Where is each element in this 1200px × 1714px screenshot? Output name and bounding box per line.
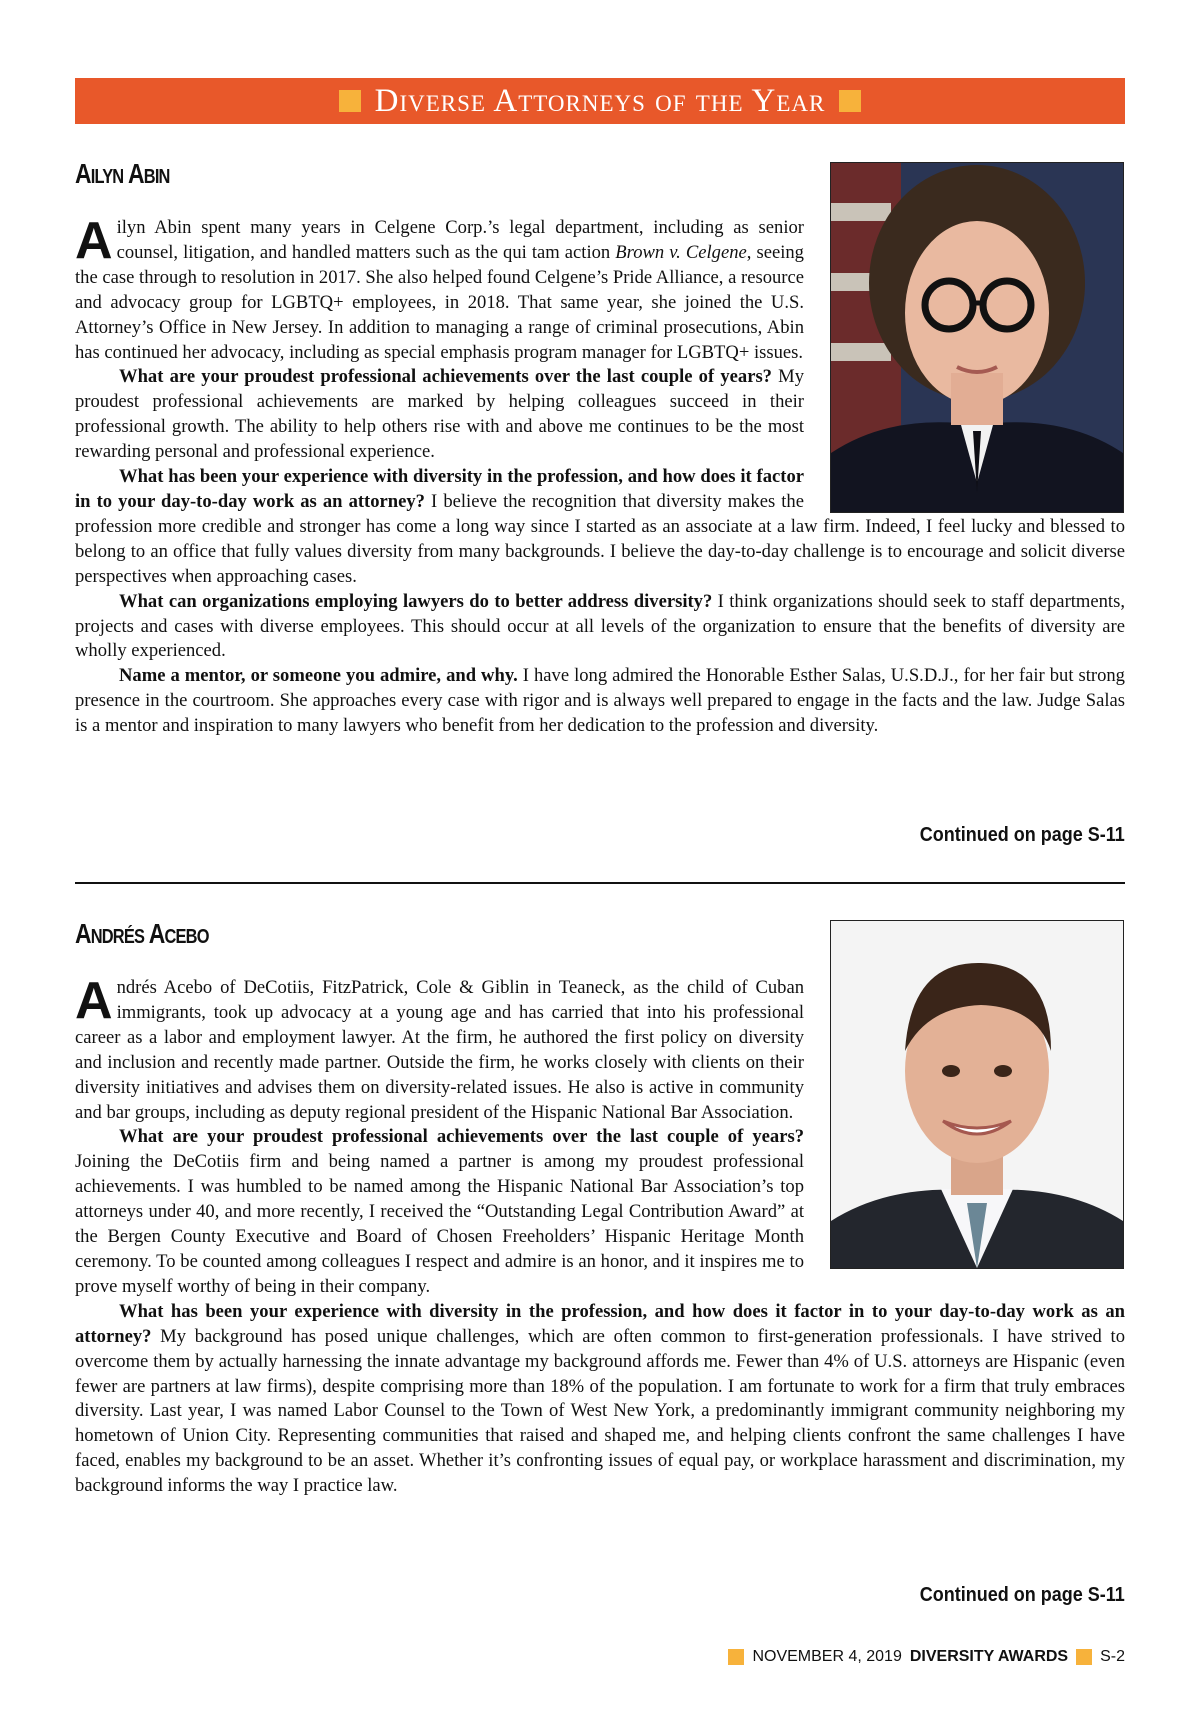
question: What are your proudest professional achievements over the last couple of years? [119, 1126, 804, 1148]
intro-text: ilyn Abin spent many years in Celgene Corp.’s legal department, including as senior counsel, litigation, and handled matters such as the qui tam action [116, 217, 804, 263]
answer: My background has posed unique challenges, which are often common to first-generation professionals. I have strived to overcome them by actually harnessing the innate advantage my background affords me. Fewer than 4% of U.S. attorneys are Hispanic (even fewer are partners at law firms), despite comprising more than 18% of the population. I am fortunate to work for a firm that truly embraces diversity. Last year, I was named Labor Counsel to the Town of West New York, a predominantly immigrant community neighboring my hometown of Union City. Representing communities that raised and shaped me, and helping clients confront the same challenges I have faced, enables my background to be an asset. Whether it’s confronting issues of equal pay, or workplace harassment and discrimination, my background informs the way I practice law. [75, 1325, 1125, 1497]
profile-name: Ailyn Abin [75, 158, 170, 189]
footer-section: DIVERSITY AWARDS [909, 1648, 1069, 1665]
profile-name: Andrés Acebo [75, 918, 209, 949]
answer: I believe the recognition that diversity makes the profession more credible and stronger has come a long way since I started as an associate at a law firm. Indeed, I feel lucky and blessed to belong to an office that fully values diversity from many backgrounds. I believe the day-to-day challenge is to encourage and solicit diverse perspectives when approaching cases. [75, 490, 1125, 587]
profile-article [75, 212, 1125, 739]
question: What can organizations employing lawyers do to better address diversity? [119, 590, 713, 612]
answer: Joining the DeCotiis firm and being named a partner is among my proudest professional achievements. I was humbled to be named among the Hispanic National Bar Association’s top attorneys under 40, and more recently, I received the “Outstanding Legal Contribution Award” at the Bergen County Executive and Board of Chosen Freeholders’ Hispanic Heritage Month ceremony. To be counted among colleagues I respect and admire is an honor, and it inspires me to prove myself worthy of being in their company. [75, 1151, 804, 1297]
question: Name a mentor, or someone you admire, and why. [119, 665, 518, 687]
portrait-photo [830, 162, 1125, 514]
square-bullet-icon [339, 90, 361, 112]
question: What are your proudest professional achievements over the last couple of years? [119, 366, 772, 388]
continued-link[interactable]: Continued on page S-11 [919, 824, 1125, 846]
page-number: S-2 [1100, 1648, 1125, 1665]
continued-link[interactable]: Continued on page S-11 [919, 1584, 1125, 1606]
footer-date: NOVEMBER 4, 2019 [752, 1648, 902, 1665]
square-bullet-icon [728, 1649, 744, 1665]
intro-text-tail: , seeing the case through to resolution in 2017. She also helped found Celgene’s Pride Alliance, a resource and advocacy group for LGBTQ+ employees, in 2018. That same year, she joined the U.S. Attorney’s Office in New Jersey. In addition to managing a range of criminal prosecutions, Abin has continued her advocacy, including as special emphasis program manager for LGBTQ+ issues. [75, 241, 804, 363]
portrait-photo [830, 920, 1125, 1270]
section-banner [75, 78, 1125, 124]
answer: I think organizations should seek to staff departments, projects and cases with diverse employees. This should occur at all levels of the organization to ensure that the benefits of diversity are wholly experienced. [75, 590, 1125, 662]
answer: My proudest professional achievements are marked by helping colleagues succeed in their professional growth. The ability to help others rise with and above me continues to be the most rewarding personal and professional experience. [75, 366, 804, 463]
section-divider [75, 882, 1125, 884]
question: What has been your experience with diversity in the profession, and how does it factor in to your day-to-day work as an attorney? [75, 1300, 1125, 1347]
intro-text: ndrés Acebo of DeCotiis, FitzPatrick, Cole & Giblin in Teaneck, as the child of Cuban immigrants, took up advocacy at a young age and has carried that into his professional career as a labor and employment lawyer. At the firm, he authored the first policy on diversity and inclusion and recently made partner. Outside the firm, he works closely with clients on their diversity initiatives and advises them on diversity-related issues. He also is active in community and bar groups, including as deputy regional president of the Hispanic National Bar Association. [75, 977, 804, 1123]
square-bullet-icon [839, 90, 861, 112]
question: What has been your experience with diversity in the profession, and how does it factor in to your day-to-day work as an attorney? [75, 466, 804, 512]
page-footer [728, 1648, 1125, 1666]
case-name: Brown v. Celgene [615, 241, 747, 263]
profile-article [75, 972, 1125, 1499]
square-bullet-icon [1076, 1649, 1092, 1665]
drop-cap: A [75, 972, 113, 1030]
drop-cap: A [75, 212, 113, 270]
answer: I have long admired the Honorable Esther Salas, U.S.D.J., for her fair but strong presence in the courtroom. She approaches every case with rigor and is always well prepared to engage in the facts and the law. Judge Salas is a mentor and inspiration to many lawyers who benefit from her dedication to the profession and diversity. [75, 665, 1125, 737]
banner-title: Diverse Attorneys of the Year [374, 82, 826, 119]
